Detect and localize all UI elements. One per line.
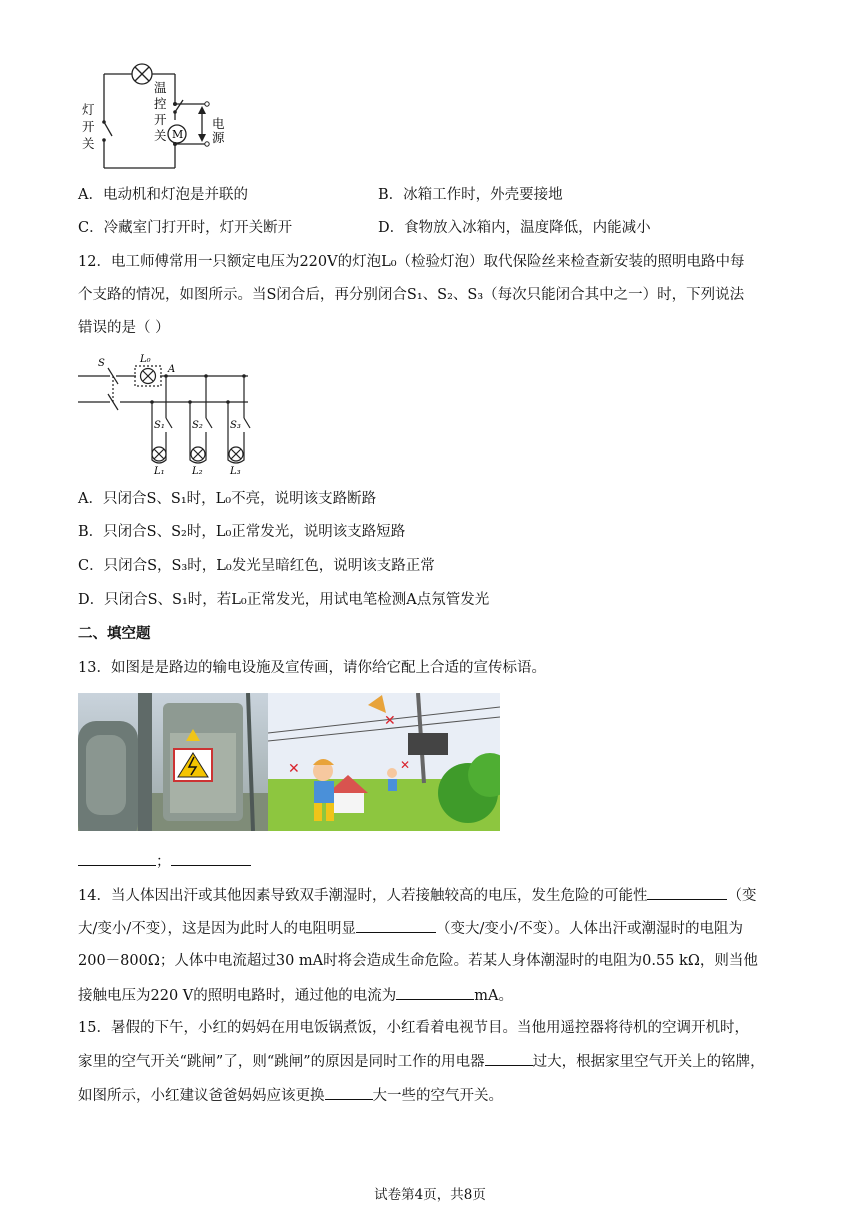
q12-option-b: B．只闭合S、S₂时，L₀正常发光，说明该支路短路 <box>78 524 406 540</box>
q12-stem-line-3: 错误的是（ ） <box>78 320 170 336</box>
switch-s3-label: S₃ <box>230 420 241 431</box>
q15-blank-2[interactable] <box>325 1085 373 1100</box>
q14-text-1a: 14．当人体因出汗或其他因素导致双手潮湿时，人若接触较高的电压，发生危险的可能性 <box>78 888 648 904</box>
q15-line-2 <box>78 1051 765 1072</box>
section-heading: 二、填空题 <box>78 625 151 642</box>
motor-label: M <box>172 128 184 141</box>
thermo-switch-label-1: 温 <box>154 80 167 95</box>
q11-option-b: B．冰箱工作时，外壳要接地 <box>378 187 563 203</box>
q11-option-c: C．冷藏室门打开时，灯开关断开 <box>78 220 293 236</box>
thermo-switch-label-2: 控 <box>154 96 167 111</box>
q11-option-d: D．食物放入冰箱内，温度降低，内能减小 <box>378 220 651 236</box>
q15-text-2b: 过大，根据家里空气开关上的铭牌， <box>532 1054 765 1070</box>
light-switch-label-3: 关 <box>82 136 95 151</box>
lamp-l2-label: L₂ <box>192 466 203 477</box>
q13-answer-line <box>78 851 251 872</box>
q15-text-3b: 大一些的空气开关。 <box>372 1088 503 1104</box>
thermo-switch-label-4: 关 <box>154 128 167 143</box>
switch-s1-label: S₁ <box>154 420 165 431</box>
q14-blank-1[interactable] <box>647 885 727 900</box>
q12-option-c: C．只闭合S，S₃时，L₀发光呈暗红色，说明该支路正常 <box>78 558 435 574</box>
q13-blank-2[interactable] <box>171 851 251 866</box>
lamp-l3-label: L₃ <box>230 466 241 477</box>
q11-option-a: A．电动机和灯泡是并联的 <box>78 187 248 203</box>
safety-cartoon <box>268 693 500 831</box>
power-facility-photo <box>78 693 268 831</box>
light-switch-label-1: 灯 <box>82 102 95 117</box>
q14-line-1 <box>78 885 756 906</box>
q14-text-2a: 大/变小/不变），这是因为此时人的电阻明显 <box>78 921 357 937</box>
q14-text-1b: （变 <box>727 888 757 904</box>
q13-separator: ； <box>156 854 171 870</box>
inspection-lamp-circuit-diagram <box>78 350 258 480</box>
lamp-l1-label: L₁ <box>154 466 165 477</box>
power-label-2: 源 <box>212 130 225 145</box>
thermo-switch-label-3: 开 <box>154 112 167 127</box>
q12-option-a: A．只闭合S、S₁时，L₀不亮，说明该支路断路 <box>78 491 377 507</box>
q15-line-3 <box>78 1085 503 1106</box>
q12-stem-line-1: 12．电工师傅常用一只额定电压为220V的灯泡L₀（检验灯泡）取代保险丝来检查新安装的照明电路中每 <box>78 254 745 270</box>
q14-line-3: 200－800Ω；人体中电流超过30 mA时将会造成生命危险。若某人身体潮湿时的电阻为0.55 kΩ，则当他 <box>78 953 758 969</box>
q13-blank-1[interactable] <box>78 851 156 866</box>
fridge-circuit-diagram <box>78 60 228 180</box>
power-label-1: 电 <box>212 116 225 131</box>
light-switch-label-2: 开 <box>82 119 95 134</box>
q15-text-2a: 家里的空气开关“跳闸”了，则“跳闸”的原因是同时工作的用电器 <box>78 1054 485 1070</box>
q15-blank-1[interactable] <box>485 1051 533 1066</box>
q12-stem-line-2: 个支路的情况，如图所示。当S闭合后，再分别闭合S₁、S₂、S₃（每次只能闭合其中之一）时，下列说法 <box>78 287 745 303</box>
q14-blank-3[interactable] <box>396 985 474 1000</box>
point-a-label: A <box>168 364 176 375</box>
q14-blank-2[interactable] <box>356 918 436 933</box>
q12-option-d: D．只闭合S、S₁时，若L₀正常发光，用试电笔检测A点氖管发光 <box>78 592 490 608</box>
switch-s2-label: S₂ <box>192 420 203 431</box>
lamp-l0-label: L₀ <box>140 354 151 365</box>
page-footer: 试卷第4页，共8页 <box>374 1187 486 1203</box>
q15-line-1: 15．暑假的下午，小红的妈妈在用电饭锅煮饭，小红看着电视节目。当他用遥控器将待机的空调开机时， <box>78 1020 749 1036</box>
q14-text-2b: （变大/变小/不变）。人体出汗或潮湿时的电阻为 <box>436 921 744 937</box>
q13-stem: 13．如图是是路边的输电设施及宣传画，请你给它配上合适的宣传标语。 <box>78 660 546 676</box>
q14-line-4 <box>78 985 513 1006</box>
svg-text:✕: ✕ <box>384 713 396 729</box>
svg-text:✕: ✕ <box>400 758 411 772</box>
q14-text-4a: 接触电压为220 V的照明电路时，通过他的电流为 <box>78 988 397 1004</box>
switch-s-label: S <box>98 358 105 369</box>
svg-text:✕: ✕ <box>288 761 300 777</box>
q14-text-4b: mA。 <box>474 988 513 1004</box>
q14-line-2 <box>78 918 743 939</box>
q15-text-3a: 如图所示，小红建议爸爸妈妈应该更换 <box>78 1088 325 1104</box>
